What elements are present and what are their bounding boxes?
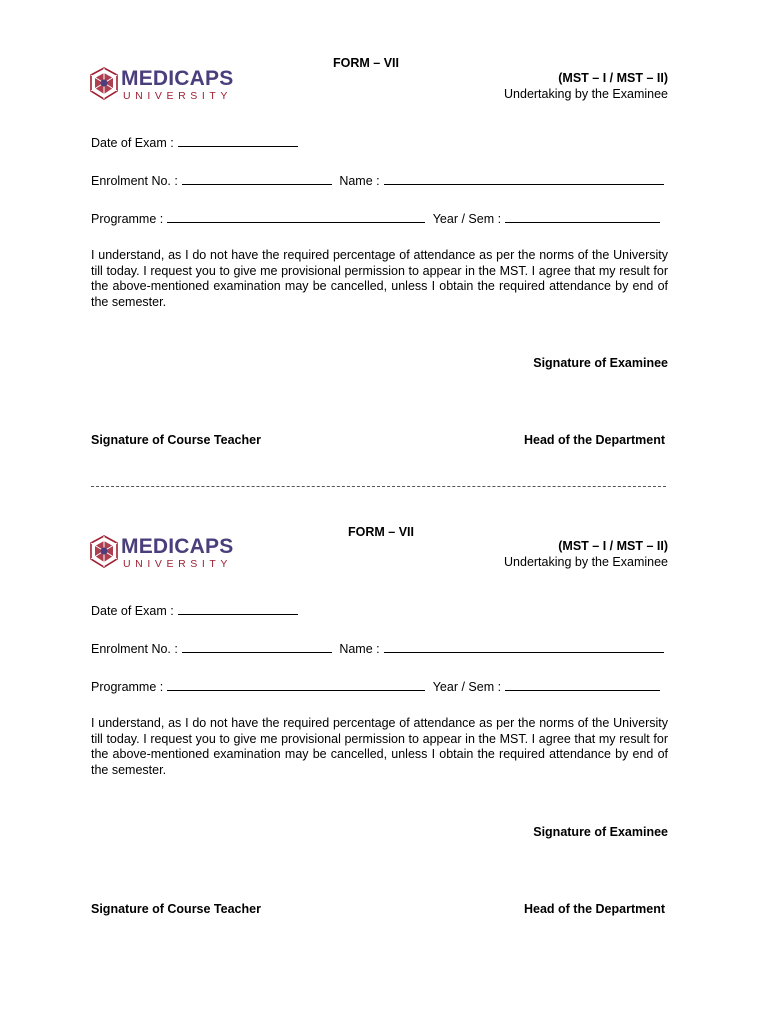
year-sem-field[interactable] bbox=[505, 210, 660, 223]
undertaking-label: Undertaking by the Examinee bbox=[504, 555, 668, 569]
mst-label: (MST – I / MST – II) bbox=[558, 71, 668, 85]
undertaking-paragraph: I understand, as I do not have the required percentage of attendance as per the norms of the University till today. I request you to give me provisional permission to appear in the MST. I agree that my result for the above-mentioned examination may be cancelled, unless I obtain the required attendance by end of the semester. bbox=[91, 716, 668, 777]
form-title: FORM – VII bbox=[333, 56, 399, 70]
logo-subtitle: UNIVERSITY bbox=[123, 90, 233, 102]
form-bottom bbox=[0, 468, 768, 916]
logo-name: MEDICAPS bbox=[121, 535, 234, 558]
name-field[interactable] bbox=[384, 172, 664, 185]
enrolment-label: Enrolment No. : bbox=[91, 642, 178, 656]
head-of-department: Head of the Department bbox=[524, 433, 665, 447]
programme-label: Programme : bbox=[91, 680, 164, 694]
name-label: Name : bbox=[339, 174, 380, 188]
enrolment-row bbox=[91, 640, 664, 656]
date-of-exam-label: Date of Exam : bbox=[91, 604, 174, 618]
signature-examinee: Signature of Examinee bbox=[533, 825, 668, 839]
enrolment-row bbox=[91, 172, 664, 188]
university-logo bbox=[89, 535, 239, 575]
programme-row bbox=[91, 210, 660, 226]
logo-emblem-icon bbox=[89, 67, 119, 101]
mst-label: (MST – I / MST – II) bbox=[558, 539, 668, 553]
signature-course-teacher: Signature of Course Teacher bbox=[91, 433, 261, 447]
programme-field[interactable] bbox=[167, 678, 425, 691]
undertaking-label: Undertaking by the Examinee bbox=[504, 87, 668, 101]
form-title: FORM – VII bbox=[348, 525, 414, 539]
logo-subtitle: UNIVERSITY bbox=[123, 558, 233, 570]
date-of-exam-field[interactable] bbox=[178, 602, 298, 615]
name-label: Name : bbox=[339, 642, 380, 656]
programme-row bbox=[91, 678, 660, 694]
date-of-exam-row bbox=[91, 602, 298, 618]
date-of-exam-field[interactable] bbox=[178, 134, 298, 147]
enrolment-field[interactable] bbox=[182, 640, 332, 653]
year-sem-label: Year / Sem : bbox=[432, 680, 502, 694]
signature-examinee: Signature of Examinee bbox=[533, 356, 668, 370]
enrolment-label: Enrolment No. : bbox=[91, 174, 178, 188]
head-of-department: Head of the Department bbox=[524, 902, 665, 916]
year-sem-label: Year / Sem : bbox=[432, 212, 502, 226]
year-sem-field[interactable] bbox=[505, 678, 660, 691]
logo-emblem-icon bbox=[89, 535, 119, 569]
university-logo bbox=[89, 67, 239, 107]
logo-name: MEDICAPS bbox=[121, 67, 234, 90]
undertaking-paragraph: I understand, as I do not have the required percentage of attendance as per the norms of the University till today. I request you to give me provisional permission to appear in the MST. I agree that my result for the above-mentioned examination may be cancelled, unless I obtain the required attendance by end of the semester. bbox=[91, 248, 668, 309]
form-top bbox=[0, 0, 768, 447]
enrolment-field[interactable] bbox=[182, 172, 332, 185]
programme-field[interactable] bbox=[167, 210, 425, 223]
name-field[interactable] bbox=[384, 640, 664, 653]
date-of-exam-label: Date of Exam : bbox=[91, 136, 174, 150]
programme-label: Programme : bbox=[91, 212, 164, 226]
signature-course-teacher: Signature of Course Teacher bbox=[91, 902, 261, 916]
date-of-exam-row bbox=[91, 134, 298, 150]
